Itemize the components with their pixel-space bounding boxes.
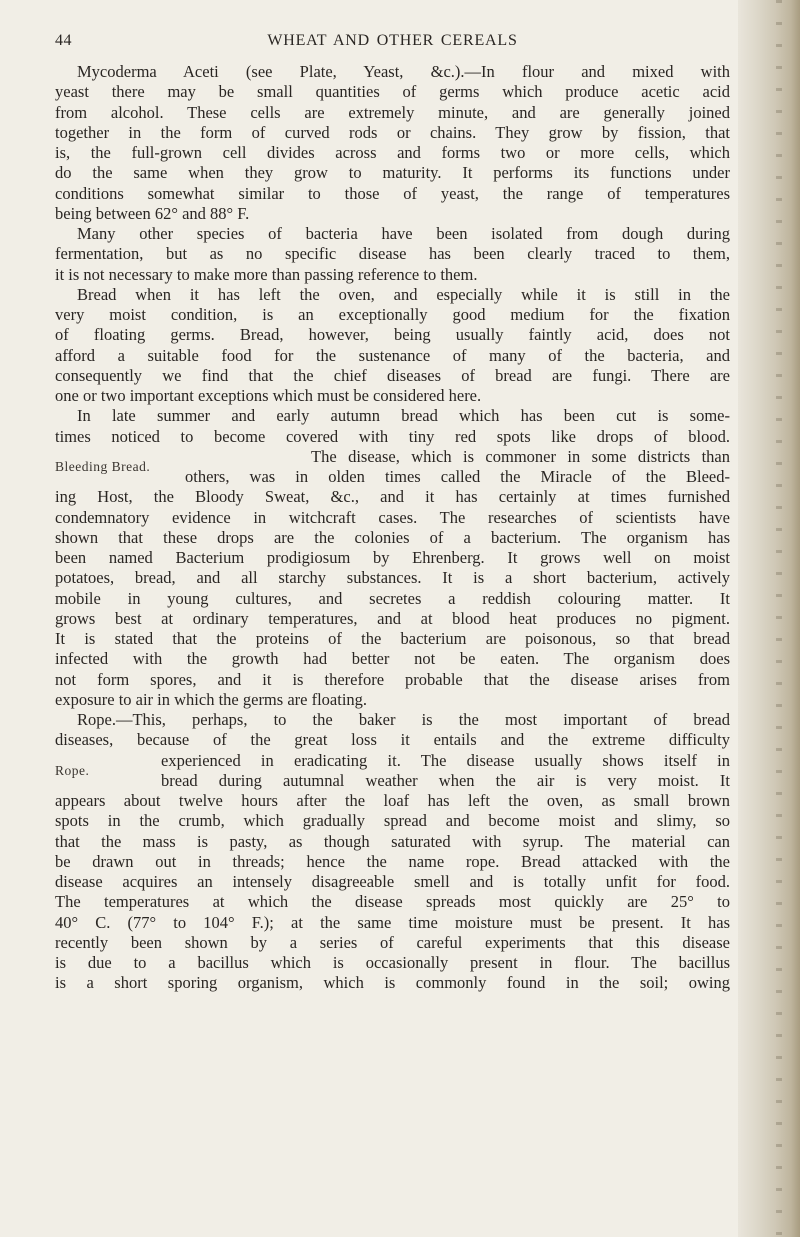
text-line: bread during autumnal weather when the air is very moist. It [161, 770, 730, 790]
text-line: fermentation, but as no specific disease has been clearly traced to them, [55, 244, 730, 264]
text-line: ing Host, the Bloody Sweat, &c., and it has certainly at times furnished [55, 487, 730, 507]
page-title: WHEAT AND OTHER CEREALS [267, 32, 518, 49]
text-line: be drawn out in threads; hence the name rope. Bread attacked with the [55, 851, 730, 871]
text-line: grows best at ordinary temperatures, and at blood heat produces no pigment. [55, 608, 730, 628]
text-line: disease acquires an intensely disagreeable smell and is totally unfit for food. [55, 872, 730, 891]
text-line: The temperatures at which the disease spreads most quickly are 25° to [55, 892, 730, 912]
text-line: not form spores, and it is therefore probable that the disease arises from [55, 669, 730, 689]
text-line: being between 62° and 88° F. [55, 203, 250, 223]
text-line: one or two important exceptions which must be considered here. [55, 386, 482, 405]
page-number: 44 [55, 32, 72, 49]
text-line: been named Bacterium prodigiosum by Ehrenberg. It grows well on moist [55, 548, 730, 567]
text-line: yeast there may be small quantities of germs which produce acetic acid [55, 82, 730, 102]
text-line: appears about twelve hours after the loaf has left the oven, as small brown [55, 791, 730, 810]
text-line: exposure to air in which the germs are floating. [55, 689, 368, 709]
text-line: recently been shown by a series of careful experiments that this disease [55, 932, 730, 952]
text-line: from alcohol. These cells are extremely minute, and are generally joined [55, 102, 730, 122]
text-line: afford a suitable food for the sustenance of many of the bacteria, and [55, 345, 730, 365]
text-line: spots in the crumb, which gradually spread and become moist and slimy, so [55, 811, 730, 831]
text-line: do the same when they grow to maturity. It performs its functions under [55, 163, 730, 183]
text-line: is, the full-grown cell divides across and forms two or more cells, which [55, 143, 730, 162]
text-line: times noticed to become covered with tiny red spots like drops of blood. [55, 426, 730, 446]
text-line: Many other species of bacteria have been isolated from dough during [77, 224, 730, 243]
text-line: shown that these drops are the colonies of a bacterium. The organism has [55, 527, 730, 547]
rope-section [55, 751, 730, 792]
text-line: Mycoderma Aceti (see Plate, Yeast, &c.).—In flour and mixed with [77, 62, 730, 81]
bleeding-bread-section [55, 447, 730, 488]
text-line: The disease, which is commoner in some districts than [311, 446, 730, 466]
text-line: mobile in young cultures, and secretes a reddish colouring matter. It [55, 588, 730, 608]
text-line: infected with the growth had better not be eaten. The organism does [55, 649, 730, 669]
text-line: In late summer and early autumn bread which has been cut is some- [77, 406, 730, 426]
text-line: that the mass is pasty, as though saturated with syrup. The material can [55, 831, 730, 851]
text-line: consequently we find that the chief diseases of bread are fungi. There are [55, 365, 730, 385]
text-line: it is not necessary to make more than passing reference to them. [55, 264, 478, 284]
text-line: condemnatory evidence in witchcraft cases. The researches of scientists have [55, 507, 730, 527]
text-line: others, was in olden times called the Miracle of the Bleed- [185, 467, 730, 486]
side-note-bleeding-bread: Bleeding Bread. [55, 458, 151, 474]
text-line: Bread when it has left the oven, and especially while it is still in the [77, 284, 730, 304]
text-line: is due to a bacillus which is occasionally present in flour. The bacillus [55, 953, 730, 972]
text-line: experienced in eradicating it. The disease usually shows itself in [161, 750, 730, 770]
text-line: very moist condition, is an exceptionally good medium for the fixation [55, 305, 730, 324]
text-line: Rope.—This, perhaps, to the baker is the most important of bread [77, 710, 730, 729]
text-line: conditions somewhat similar to those of yeast, the range of temperatures [55, 183, 730, 203]
body-text [55, 62, 730, 994]
side-note-rope: Rope. [55, 762, 90, 778]
text-line: diseases, because of the great loss it entails and the extreme difficulty [55, 730, 730, 750]
text-line: is a short sporing organism, which is commonly found in the soil; owing [55, 973, 730, 993]
text-line: together in the form of curved rods or chains. They grow by fission, that [55, 122, 730, 142]
page-edge-texture [776, 0, 782, 1237]
running-head [55, 32, 730, 56]
text-line: 40° C. (77° to 104° F.); at the same time moisture must be present. It has [55, 912, 730, 932]
text-line: of floating germs. Bread, however, being usually faintly acid, does not [55, 325, 730, 345]
page-edge-shadow [738, 0, 800, 1237]
text-line: It is stated that the proteins of the bacterium are poisonous, so that bread [55, 629, 730, 648]
text-line: potatoes, bread, and all starchy substances. It is a short bacterium, actively [55, 568, 730, 588]
